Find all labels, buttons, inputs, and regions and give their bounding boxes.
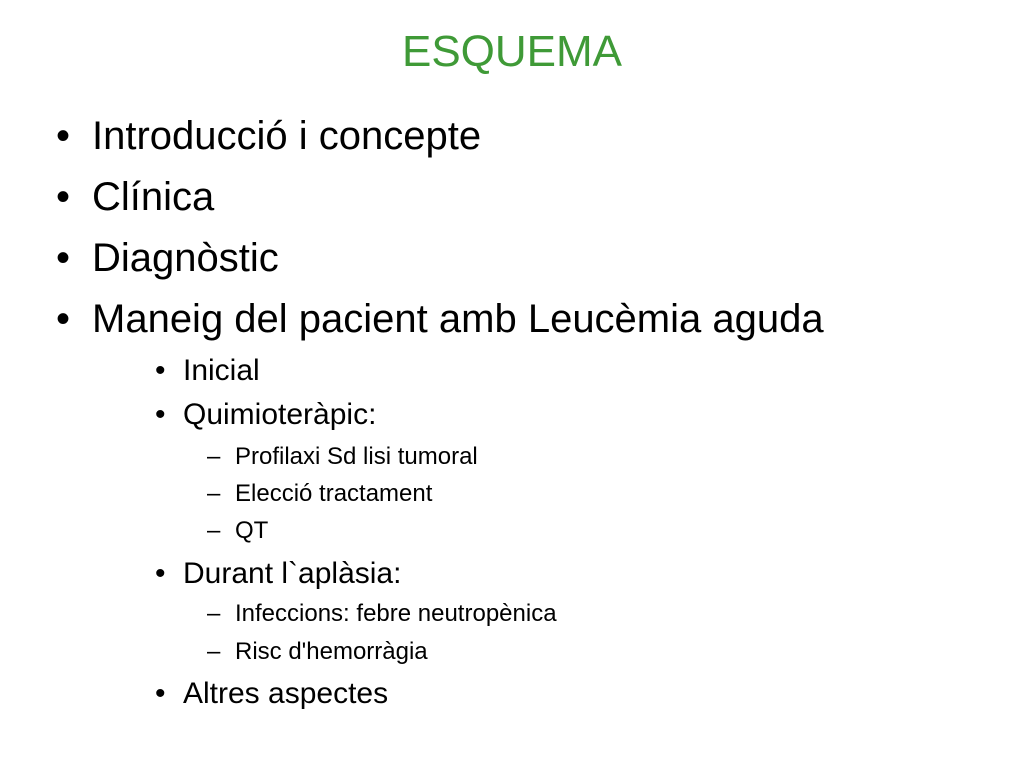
bullet-icon: • — [56, 236, 71, 280]
subbullet-text: Durant l`aplàsia: — [183, 557, 402, 590]
subbullet-text: Quimioteràpic: — [183, 398, 377, 431]
bullet-text: Maneig del pacient amb Leucèmia aguda — [92, 297, 824, 341]
bullet-icon: • — [155, 354, 166, 387]
bullet-text: Introducció i concepte — [92, 114, 482, 158]
subbullet-text: Inicial — [183, 354, 260, 387]
bullet-text: Clínica — [92, 175, 215, 219]
dash-icon: – — [207, 600, 221, 627]
bullet-icon: • — [56, 297, 71, 341]
dash-icon: – — [207, 638, 221, 665]
bullet-icon: • — [56, 175, 71, 219]
dash-icon: – — [207, 517, 221, 544]
dash-text: Infeccions: febre neutropènica — [235, 600, 557, 627]
bullet-icon: • — [56, 114, 71, 158]
dash-text: QT — [235, 517, 269, 544]
dash-icon: – — [207, 480, 221, 507]
bullet-icon: • — [155, 557, 166, 590]
dash-icon: – — [207, 443, 221, 470]
dash-text: Elecció tractament — [235, 480, 433, 507]
bullet-icon: • — [155, 677, 166, 710]
slide-title: ESQUEMA — [401, 27, 623, 76]
dash-text: Risc d'hemorràgia — [235, 638, 428, 665]
bullet-text: Diagnòstic — [92, 236, 279, 280]
dash-text: Profilaxi Sd lisi tumoral — [235, 443, 478, 470]
subbullet-text: Altres aspectes — [183, 677, 389, 710]
bullet-icon: • — [155, 398, 166, 431]
